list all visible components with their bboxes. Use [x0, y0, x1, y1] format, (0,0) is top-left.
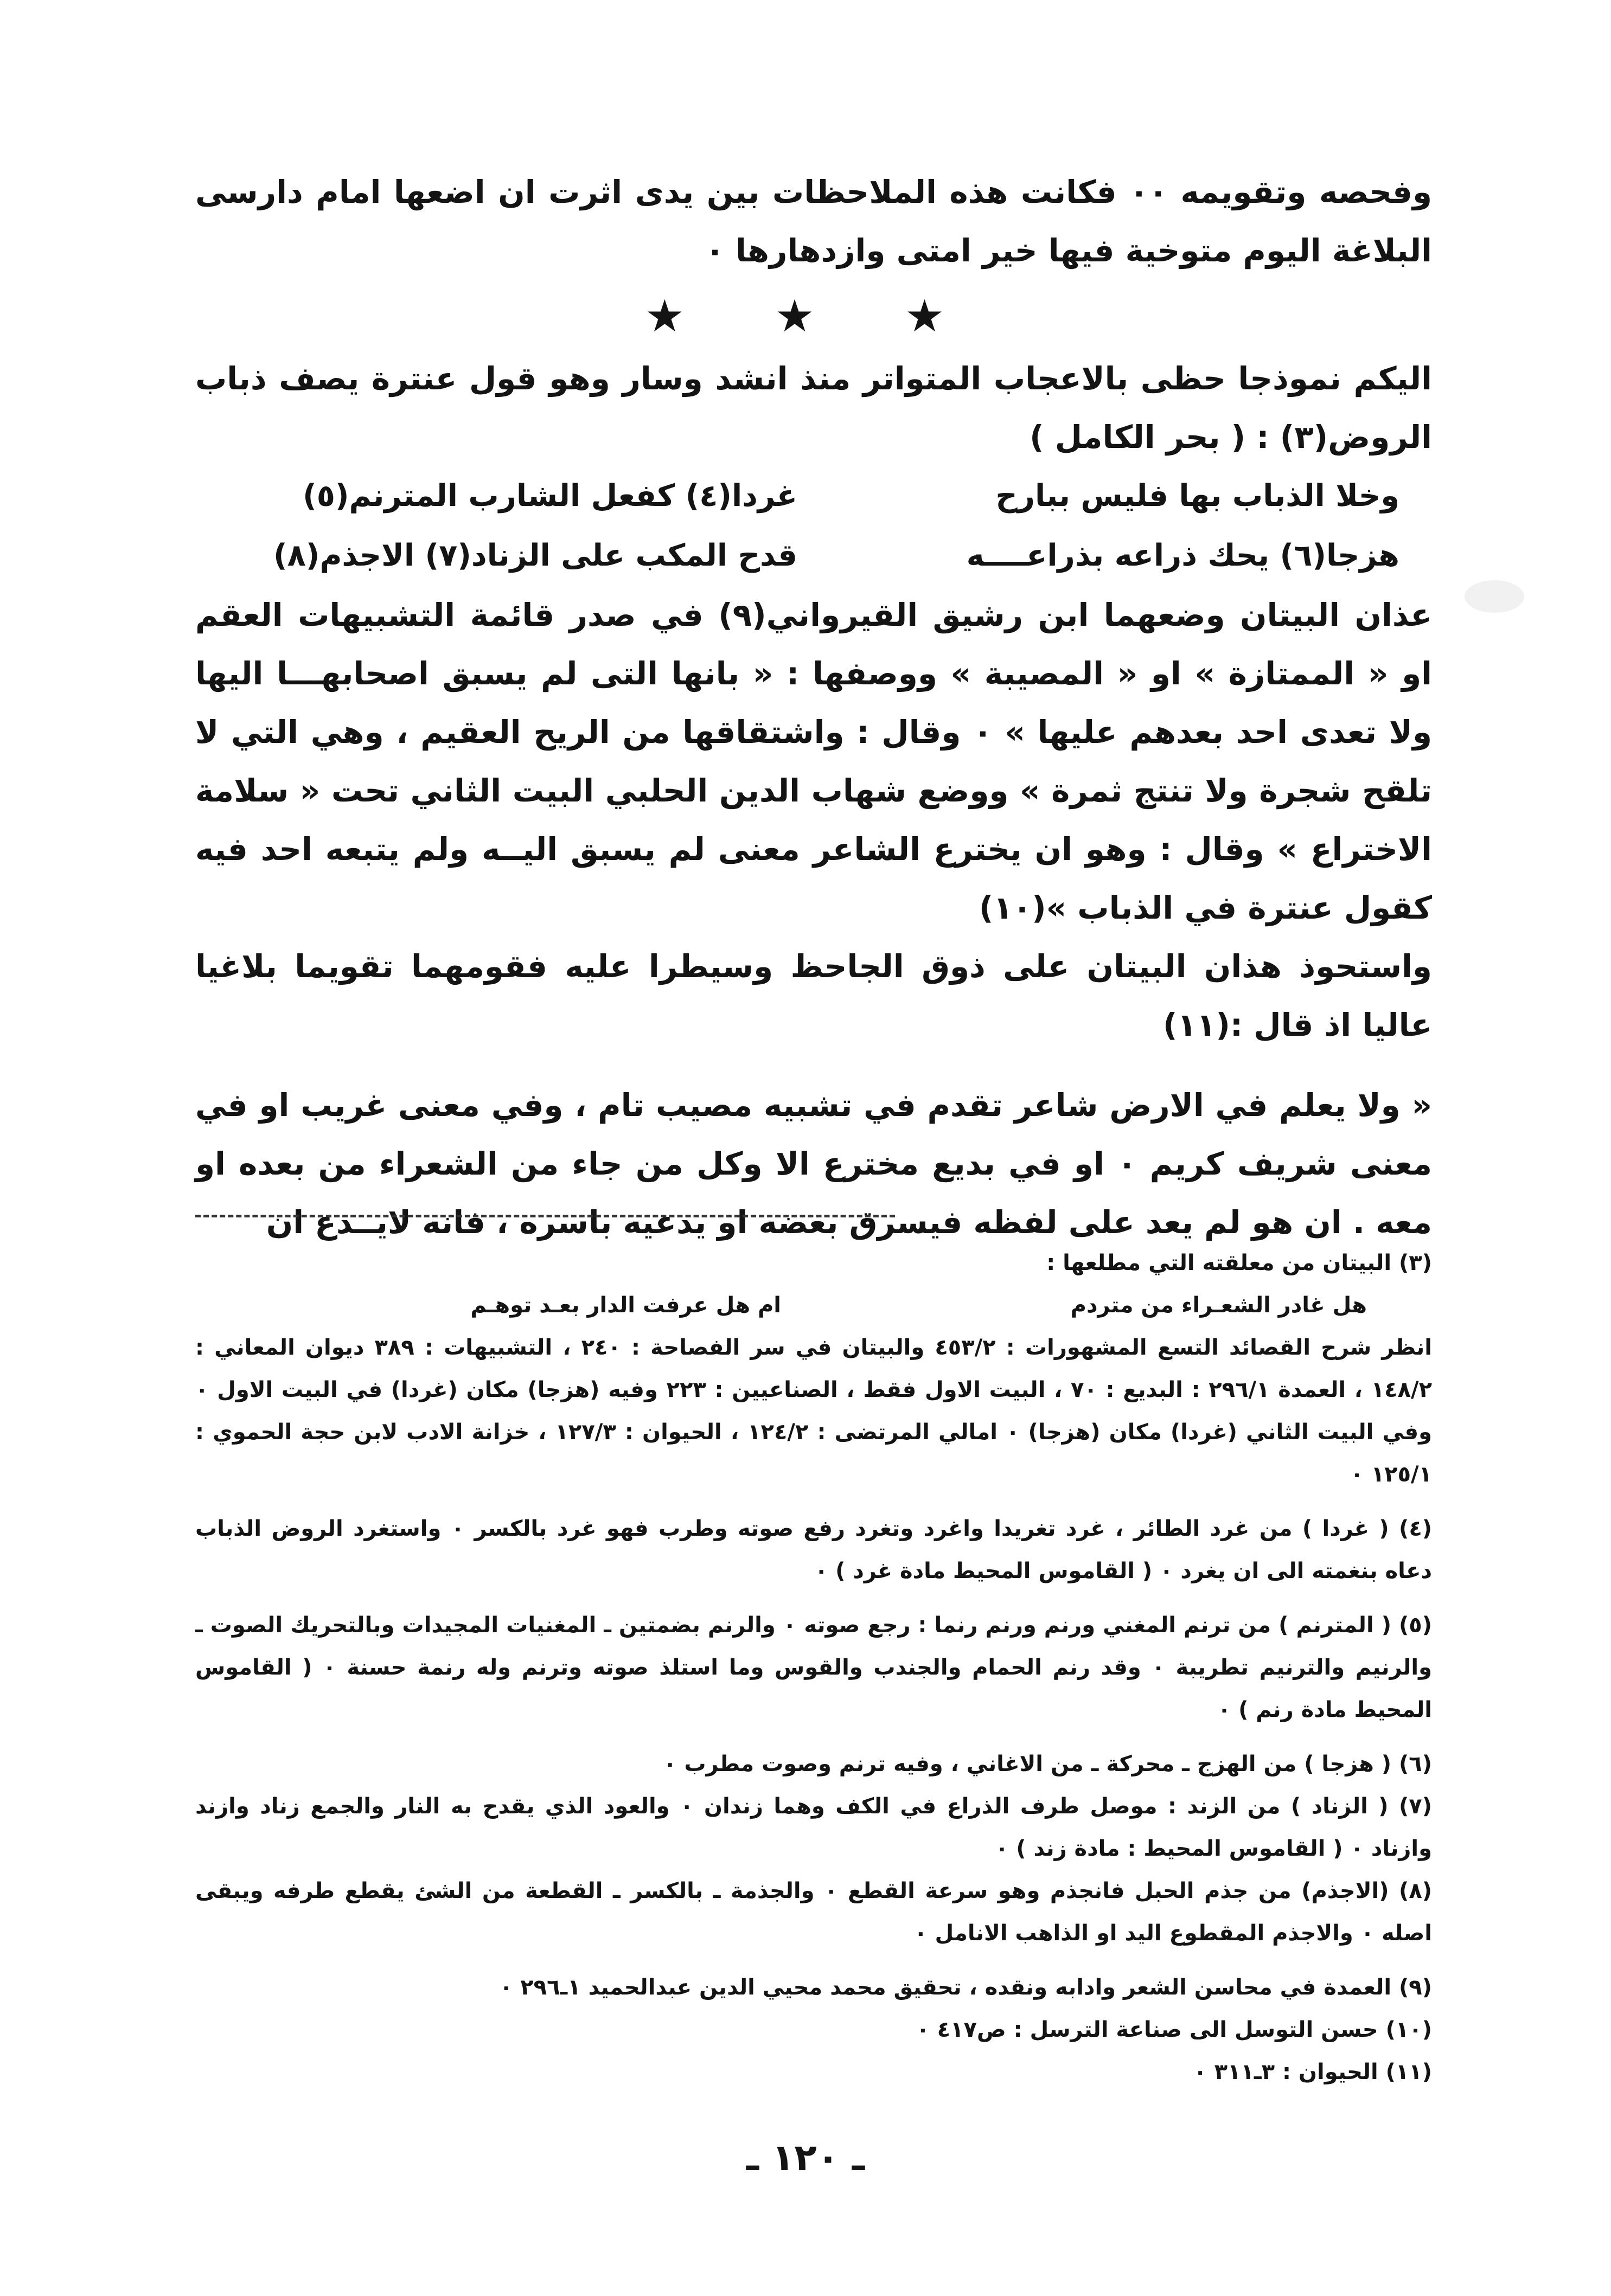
footnote-5: (٥) ( المترنم ) من ترنم المغني ورنم ورنم رنما : رجع صوته ٠ والرنم بضمتين ـ المغنيات المجيدات وبالتحريك الصوت ـ والرنيم والترنيم تطريبة ٠ وقد رنم الحمام والجندب والقوس وما استلذ صوته وترنم وله رنمة حسنة ٠ ( القاموس المحيط مادة رنم ) ٠	[195, 1613, 1432, 1722]
footnote-7: (٧) ( الزناد ) من الزند : موصل طرف الذراع في الكف وهما زندان ٠ والعود الذي يقدح به النار والجمع زناد وازند وازناد ٠ ( القاموس المحيط : مادة زند ) ٠	[195, 1794, 1432, 1861]
paragraph-4: واستحوذ هذان البيتان على ذوق الجاحظ وسيطرا عليه فقومهما تقويما بلاغيا عاليا اذ قال :(١١)	[195, 948, 1432, 1043]
paragraph-2: اليكم نموذجا حظى بالاعجاب المتواتر منذ انشد وسار وهو قول عنترة يصف ذباب الروض(٣) : ( بحر الكامل )	[195, 360, 1432, 456]
paragraph-5-quote: « ولا يعلم في الارض شاعر تقدم في تشبيه مصيب تام ، وفي معنى غريب او في معنى شريف كريم ٠ او في بديع مخترع الا وكل من جاء من الشعراء من بعده او معه . ان هو لم يعد على لفظه فيسرق بعضه او يدعيه باسره ، فانه لايــدع ان	[195, 1087, 1432, 1241]
footnote-11: (١١) الحيوان : ٣ـ٣١١ ٠	[1193, 2060, 1432, 2085]
verse-2-second-hemistich: قدح المكب على الزناد(٧) الاجذم(٨)	[273, 538, 797, 573]
footnote-6: (٦) ( هزجا ) من الهزج ـ محركة ـ من الاغاني ، وفيه ترنم وصوت مطرب ٠	[663, 1752, 1432, 1776]
footnote-8: (٨) (الاجذم) من جذم الحبل فانجذم وهو سرعة القطع ٠ والجذمة ـ بالكسر ـ القطعة من الشئ يقطع طرفه ويبقى اصله ٠ والاجذم المقطوع اليد او الذاهب الانامل ٠	[195, 1878, 1433, 1946]
page-number: ـ ١٢٠ ـ	[746, 2137, 865, 2179]
footnote-3-sources: انظر شرح القصائد التسع المشهورات : ٤٥٣/٢ والبيتان في سر الفصاحة : ٢٤٠ ، التشبيهات : ٣٨٩ ديوان المعاني : ١٤٨/٢ ، العمدة ٢٩٦/١ : البديع : ٧٠ ، البيت الاول فقط ، الصناعيين : ٢٢٣ وفيه (هزجا) مكان (غردا) في البيت الاول ٠ وفي البيت الثاني (غردا) مكان (هزجا) ٠ امالي المرتضى : ١٢٤/٢ ، الحيوان : ١٢٧/٣ ، خزانة الادب لابن حجة الحموي : ١٢٥/١ ٠	[195, 1335, 1432, 1487]
verse-1-second-hemistich: غردا(٤) كفعل الشارب المترنم(٥)	[303, 478, 797, 514]
verse-2-first-hemistich: هزجا(٦) يحك ذراعه بذراعــــه	[966, 538, 1399, 573]
footnotes	[195, 1242, 1432, 2093]
footnote-3: (٣) البيتان من معلقته التي مطلعها :	[1046, 1250, 1432, 1275]
paragraph-3: عذان البيتان وضعهما ابن رشيق القيرواني(٩) في صدر قائمة التشبيهات العقم او « الممتازة » او « المصيبة » ووصفها : « بانها التى لم يسبق اصحابهـــا اليها ولا تعدى احد بعدهم عليها » ٠ وقال : واشتقاقها من الريح العقيم ، وهي التي لا تلقح شجرة ولا تنتج ثمرة » ووضع شهاب الدين الحلبي البيت الثاني تحت « سلامة الاختراع » وقال : وهو ان يخترع الشاعر معنى لم يسبق اليــه ولم يتبعه احد فيه كقول عنترة في الذباب »(١٠)	[195, 597, 1432, 926]
main-text	[195, 163, 1432, 1252]
verse-line-2	[195, 526, 1432, 586]
footnote-10: (١٠) حسن التوسل الى صناعة الترسل : ص٤١٧ ٠	[916, 2017, 1432, 2042]
footnote-3-verse	[195, 1284, 1432, 1326]
section-separator-stars: ★ ★ ★	[644, 291, 983, 342]
verse-1-first-hemistich: وخلا الذباب بها فليس ببارح	[995, 478, 1399, 514]
verse-line-1	[195, 466, 1432, 526]
paper-smudge	[1465, 580, 1524, 613]
paragraph-1: وفحصه وتقويمه ٠٠ فكانت هذه الملاحظات بين يدى اثرت ان اضعها امام دارسى البلاغة اليوم متوخية فيها خير امتى وازدهارها ٠	[195, 174, 1433, 269]
footnote-3-verse-first: هل غادر الشعـراء من متردم	[1070, 1293, 1367, 1318]
footnote-separator	[195, 1215, 895, 1217]
footnote-9: (٩) العمدة في محاسن الشعر وادابه ونقده ، تحقيق محمد محيي الدين عبدالحميد ١ـ٢٩٦ ٠	[499, 1975, 1432, 2000]
footnote-4: (٤) ( غردا ) من غرد الطائر ، غرد تغريدا واغرد وتغرد رفع صوته وطرب فهو غرد بالكسر ٠ واستغرد الروض الذباب دعاه بنغمته الى ان يغرد ٠ ( القاموس المحيط مادة غرد ) ٠	[195, 1516, 1433, 1583]
footnote-3-verse-second: ام هل عرفت الدار بعـد توهـم	[470, 1293, 781, 1318]
